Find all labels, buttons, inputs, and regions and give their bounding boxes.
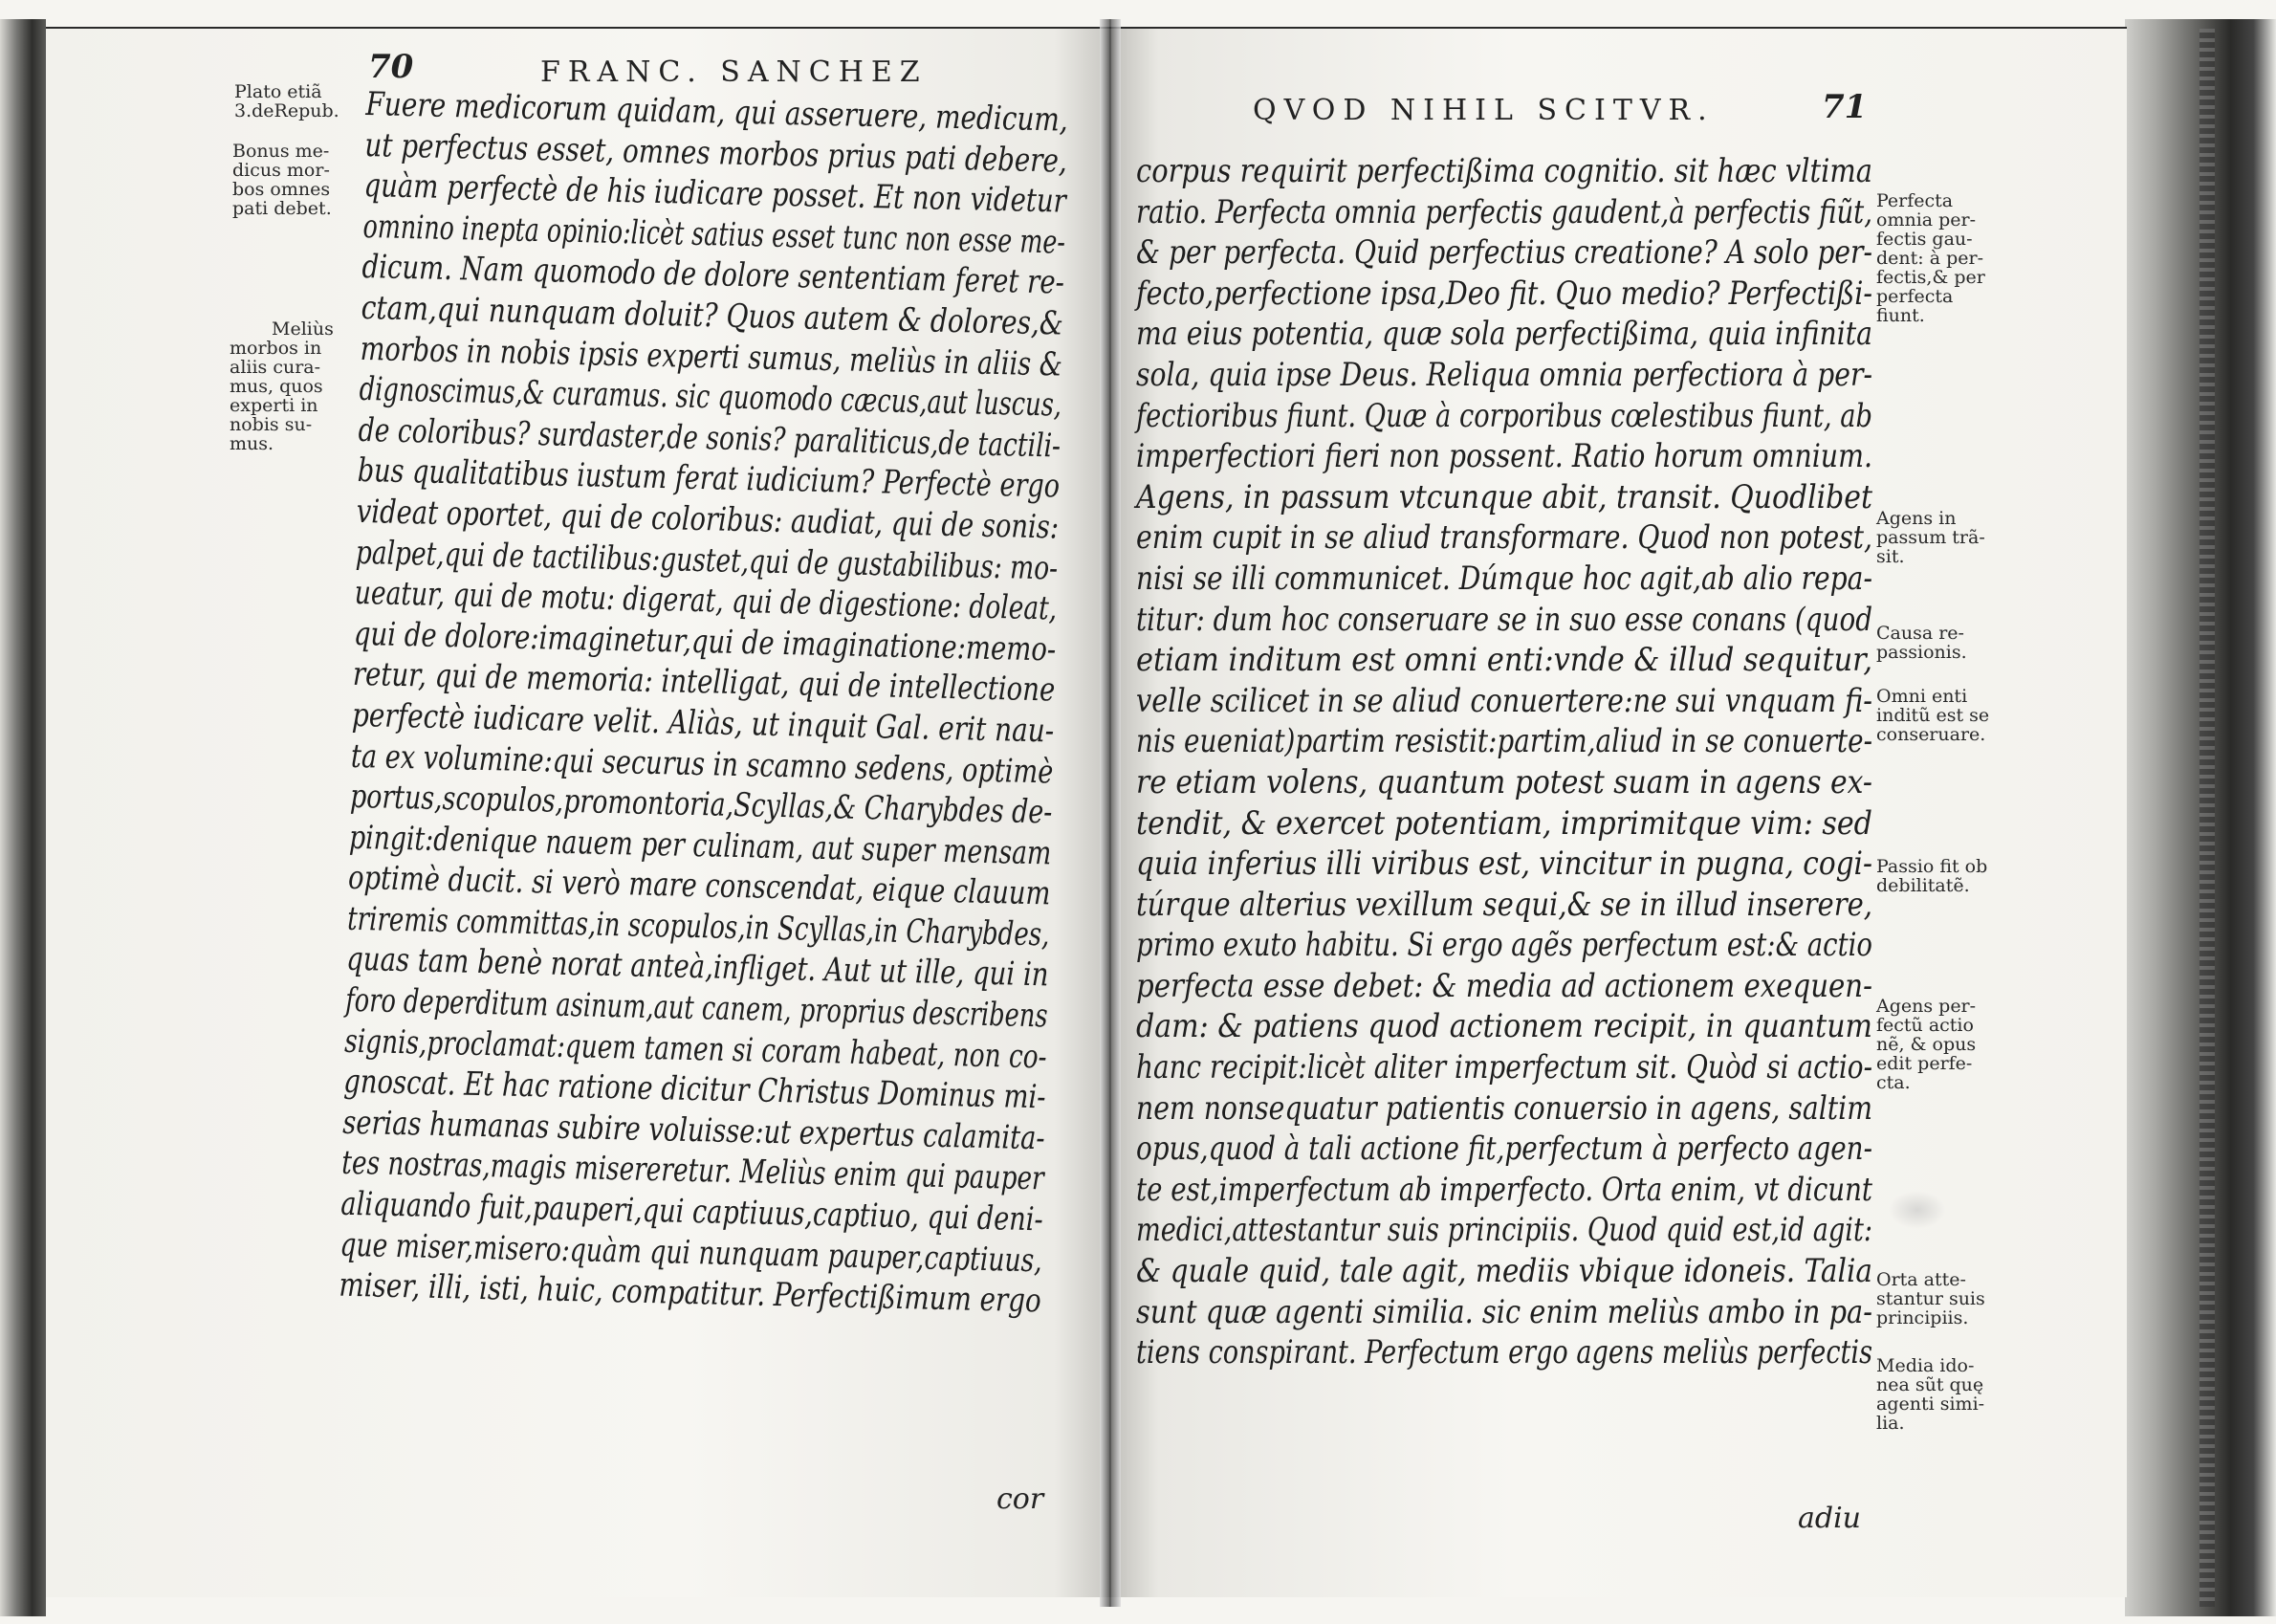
- marginal-line: morbos in: [230, 338, 322, 359]
- text-line: te est,imperfectum ab imperfecto. Orta enim, vt dicunt: [1136, 1170, 1872, 1209]
- marginal-line: Media ido-: [1876, 1355, 1975, 1376]
- marginal-line: agenti simi-: [1876, 1394, 1985, 1415]
- text-line: perfectè iudicare velit. Aliàs, ut inquit Gal. erit nau-: [351, 695, 1055, 751]
- text-line: nis eueniat)partim resistit:partim,aliud in se conuerte-: [1136, 722, 1872, 761]
- marginal-line: dent: à per-: [1876, 248, 1983, 269]
- marginal-line: principiis.: [1876, 1307, 1969, 1328]
- text-line: quàm perfectè de his iudicare posset. Et non videtur: [363, 166, 1067, 221]
- text-line: túrque alterius vexillum sequi,& se in illud inserere,: [1136, 885, 1872, 924]
- left-marginal-note-1: [234, 82, 339, 121]
- text-line: tiens conspirant. Perfectum ergo agens meliùs perfectis: [1136, 1333, 1872, 1372]
- text-line: hanc recipit:licèt aliter imperfectum sit. Quòd si actio-: [1136, 1048, 1872, 1087]
- text-line: fecto,perfectione ipsa,Deo fit. Quo medio? Perfectißi-: [1136, 274, 1872, 313]
- marginal-line: sit.: [1876, 546, 1905, 567]
- text-line: miser, illi, isti, huic, compatitur. Perfectißimum ergo: [339, 1265, 1042, 1321]
- text-line: triremis committas,in scopulos,in Scyllas,in Charybdes,: [346, 899, 1050, 955]
- right-catchword: adiu: [1798, 1502, 1862, 1535]
- text-line: quia inferius illi viribus est, vincitur in pugna, cogi-: [1136, 845, 1872, 884]
- left-marginal-note-3: [230, 319, 334, 453]
- marginal-line: aliis cura-: [230, 357, 321, 378]
- marginal-line: debilitatẽ.: [1876, 875, 1970, 896]
- text-line: tes nostras,magis misereretur. Meliùs enim qui pauper: [340, 1144, 1045, 1198]
- marginal-line: edit perfe-: [1876, 1053, 1973, 1074]
- marginal-line: experti in: [230, 395, 318, 416]
- marginal-line: Omni enti: [1876, 686, 1968, 707]
- marginal-line: pati debet.: [232, 198, 332, 219]
- right-marginal-note-5: [1876, 857, 1987, 895]
- text-line: medici,attestantur suis principiis. Quod quid est,id agit:: [1136, 1211, 1872, 1250]
- left-marginal-note-2: [232, 142, 332, 218]
- text-line: de coloribus? surdaster,de sonis? paraliticus,de tactili-: [358, 410, 1061, 466]
- text-line: tendit, & exercet potentiam, imprimitque vim: sed: [1136, 803, 1872, 843]
- text-line: corpus requirit perfectißima cognitio. sit hæc vltima: [1136, 152, 1872, 190]
- book-edge-left: [0, 19, 46, 1616]
- text-line: Agens, in passum vtcunque abit, transit. Quodlibet: [1136, 477, 1872, 516]
- right-running-head: QVOD NIHIL SCITVR.: [1253, 94, 1715, 127]
- text-line: ma eius potentia, quæ sola perfectißima, quia infinita: [1136, 315, 1872, 354]
- marginal-line: nea sũt quę: [1876, 1374, 1984, 1395]
- text-line: gnoscat. Et hac ratione dicitur Christus Dominus mi-: [342, 1062, 1047, 1117]
- text-line: sola, quia ipse Deus. Reliqua omnia perfectiora à per-: [1136, 355, 1872, 394]
- text-line: aliquando fuit,pauperi,qui captiuus,captiuo, qui deni-: [339, 1184, 1044, 1240]
- marginal-line: inditũ est se: [1876, 705, 1990, 726]
- text-line: bus qualitatibus iustum ferat iudicium? Perfectè ergo: [357, 451, 1061, 506]
- text-line: retur, qui de memoria: intelligat, qui de intellectione: [352, 655, 1056, 710]
- marginal-line: conseruare.: [1876, 724, 1986, 745]
- right-marginal-note-7: [1876, 1270, 1985, 1328]
- marginal-line: dicus mor-: [232, 160, 330, 181]
- text-line: ueatur, qui de motu: digerat, qui de digestione: doleat,: [354, 573, 1058, 628]
- marginal-line: perfecta: [1876, 286, 1954, 307]
- text-line: re etiam volens, quantum potest suam in agens ex-: [1136, 762, 1872, 801]
- text-line: imperfectiori fieri non possent. Ratio horum omnium.: [1136, 437, 1872, 476]
- left-running-head: FRANC. SANCHEZ: [540, 55, 928, 89]
- text-line: enim cupit in se aliud transformare. Quod non potest,: [1136, 518, 1872, 558]
- text-line: velle scilicet in se aliud conuertere:ne sui vnquam fi-: [1136, 681, 1872, 720]
- text-line: primo exuto habitu. Si ergo agẽs perfectum est:& actio: [1136, 926, 1872, 965]
- text-line: ctam,qui nunquam doluit? Quos autem & dolores,&: [361, 288, 1064, 343]
- marginal-line: lia.: [1876, 1413, 1905, 1434]
- marginal-line: fiunt.: [1876, 305, 1925, 326]
- marginal-line: nẽ, & opus: [1876, 1034, 1977, 1055]
- text-line: etiam inditum est omni enti:vnde & illud sequitur,: [1136, 641, 1872, 680]
- text-line: signis,proclamat:quem tamen si coram habeat, non co-: [343, 1021, 1048, 1077]
- marginal-line: Passio fit ob: [1876, 856, 1988, 877]
- text-line: dicum. Nam quomodo de dolore sententiam feret re-: [361, 248, 1065, 302]
- text-line: quas tam benè norat anteà,infliget. Aut ut ille, qui in: [345, 940, 1049, 995]
- text-line: foro deperditum asinum,aut canem, proprius describens: [344, 980, 1048, 1036]
- book-fore-edge: [2199, 29, 2215, 1607]
- right-page-number: 71: [1822, 88, 1868, 126]
- marginal-line: omnia per-: [1876, 209, 1977, 230]
- text-line: videat oportet, qui de coloribus: audiat, qui de sonis:: [356, 492, 1060, 547]
- right-marginal-note-2: [1876, 509, 1985, 566]
- text-line: ta ex volumine:qui securus in scamno sedens, optimè: [350, 736, 1054, 791]
- marginal-line: fectũ actio: [1876, 1015, 1974, 1036]
- text-line: opus,quod à tali actione fit,perfectum à perfecto agen-: [1136, 1130, 1872, 1169]
- marginal-line: Plato etiã: [234, 81, 322, 102]
- marginal-line: Orta atte-: [1876, 1269, 1966, 1290]
- text-line: & quale quid, tale agit, mediis vbique idoneis. Talia: [1136, 1252, 1872, 1291]
- text-line: fectioribus fiunt. Quæ à corporibus cœlestibus fiunt, ab: [1136, 396, 1872, 435]
- text-line: que miser,misero:quàm qui nunquam pauper,captiuus,: [339, 1225, 1043, 1280]
- right-marginal-note-8: [1876, 1356, 1984, 1433]
- text-line: sunt quæ agenti similia. sic enim meliùs ambo in pa-: [1136, 1292, 1872, 1331]
- marginal-line: mus, quos: [230, 376, 323, 397]
- text-line: dam: & patiens quod actionem recipit, in quantum: [1136, 1007, 1872, 1046]
- text-line: palpet,qui de tactilibus:gustet,qui de gustabilibus: mo-: [355, 533, 1059, 588]
- page-smudge: [1889, 1191, 1946, 1229]
- marginal-line: Causa re-: [1876, 623, 1964, 644]
- text-line: perfecta esse debet: & media ad actionem exequen-: [1136, 966, 1872, 1005]
- marginal-line: stantur suis: [1876, 1288, 1985, 1309]
- text-line: ratio. Perfecta omnia perfectis gaudent,à perfectis fiũt,: [1136, 192, 1872, 231]
- text-line: serias humanas subire voluisse:ut expertus calamita-: [341, 1103, 1046, 1158]
- text-line: morbos in nobis ipsis experti sumus, meliùs in aliis &: [360, 329, 1063, 384]
- text-line: & per perfecta. Quid perfectius creatione? A solo per-: [1136, 233, 1872, 273]
- left-catchword: cor: [996, 1482, 1044, 1516]
- right-marginal-note-4: [1876, 687, 1989, 744]
- text-line: Fuere medicorum quidam, qui asseruere, medicum,: [365, 84, 1069, 140]
- right-marginal-note-6: [1876, 997, 1976, 1092]
- marginal-line: 3.deRepub.: [234, 100, 339, 121]
- text-line: ut perfectus esset, omnes morbos prius pati debere,: [364, 125, 1068, 181]
- marginal-line: nobis su-: [230, 414, 313, 435]
- marginal-line: passionis.: [1876, 642, 1967, 663]
- text-line: titur: dum hoc conseruare se in suo esse conans (quod: [1136, 600, 1872, 639]
- marginal-line: mus.: [230, 433, 274, 454]
- text-line: omnino inepta opinio:licèt satius esset tunc non esse me-: [362, 207, 1066, 262]
- text-line: optimè ducit. si verò mare conscendat, eique clauum: [347, 859, 1051, 913]
- left-page-number: 70: [368, 48, 414, 86]
- text-line: nisi se illi communicet. Dúmque hoc agit,ab alio repa-: [1136, 559, 1872, 598]
- right-body-text: [1136, 151, 2060, 1376]
- right-marginal-note-3: [1876, 624, 1967, 662]
- marginal-line: Meliùs: [272, 318, 334, 340]
- marginal-line: bos omnes: [232, 179, 331, 200]
- right-marginal-note-1: [1876, 191, 1985, 325]
- text-line: qui de dolore:imaginetur,qui de imaginatione:memo-: [353, 614, 1057, 669]
- marginal-line: Agens per-: [1876, 996, 1977, 1017]
- marginal-line: Agens in: [1876, 508, 1957, 529]
- marginal-line: Perfecta: [1876, 190, 1954, 211]
- marginal-line: passum trã-: [1876, 527, 1985, 548]
- text-line: dignoscimus,& curamus. sic quomodo cæcus,aut luscus,: [359, 370, 1062, 425]
- text-line: portus,scopulos,promontoria,Scyllas,& Charybdes de-: [349, 777, 1053, 832]
- marginal-line: Bonus me-: [232, 141, 330, 162]
- text-line: pingit:denique nauem per culinam, aut super mensam: [348, 818, 1052, 873]
- marginal-line: cta.: [1876, 1072, 1911, 1093]
- marginal-line: fectis,& per: [1876, 267, 1985, 288]
- marginal-line: fectis gau-: [1876, 229, 1973, 250]
- text-line: nem nonsequatur patientis conuersio in agens, saltim: [1136, 1088, 1872, 1128]
